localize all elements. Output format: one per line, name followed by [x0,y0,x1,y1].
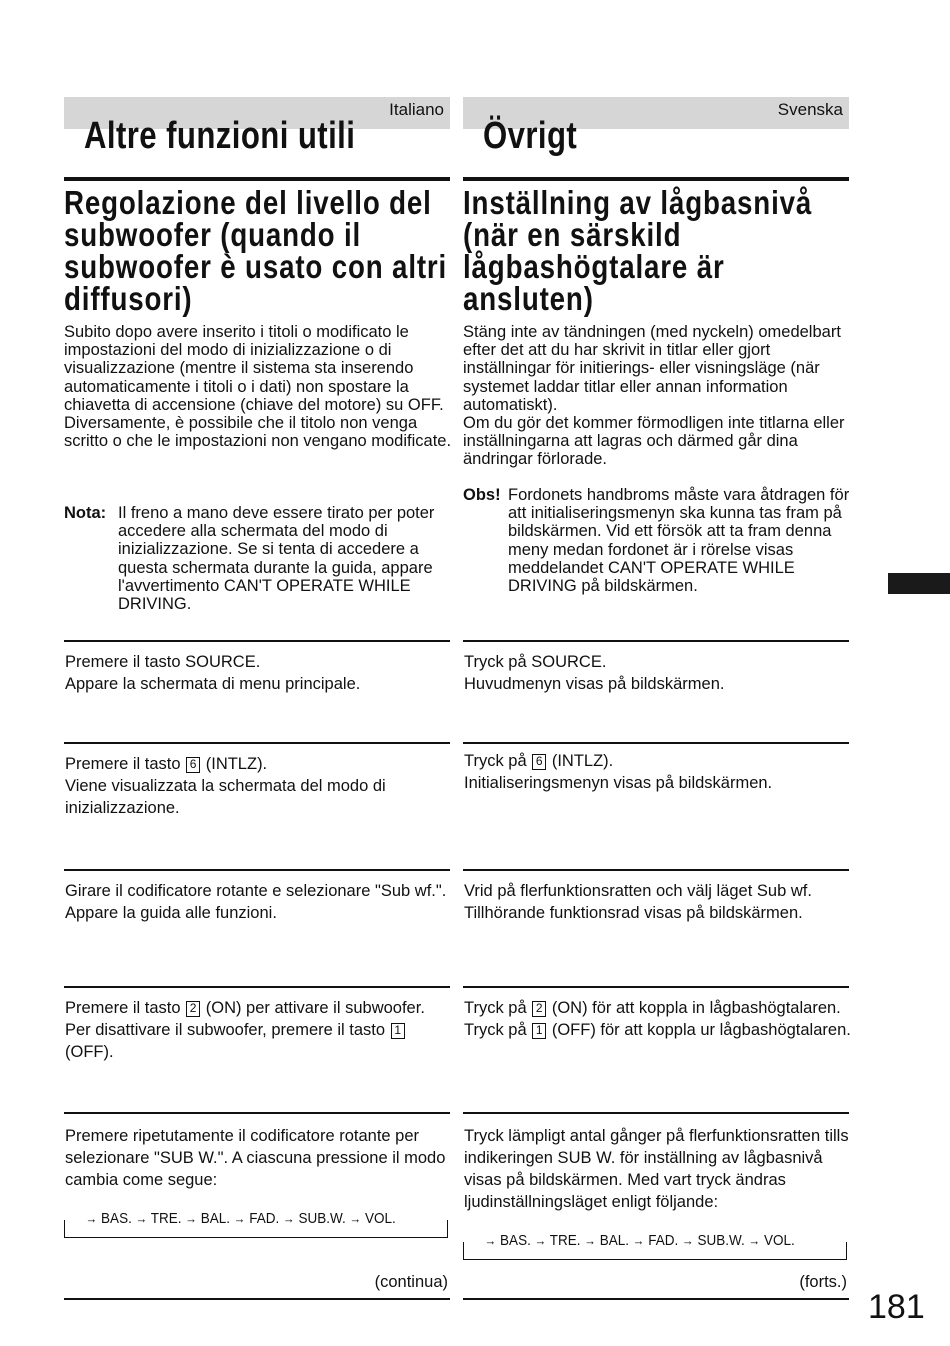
note-label: Obs! [463,486,501,504]
step-text: Tryck lämpligt antal gånger på flerfunktionsratten tills indikeringen SUB W. för inställning av lågbasnivå visas på bildskärmen. Med vart tryck ändras ljudinställningsläget enligt följande: [464,1127,849,1211]
subsection-heading: Regolazione del livello del subwoofer (quando il subwoofer è usato con altri diffusori) [64,184,448,317]
step-text: Premere il tasto SOURCE. [65,653,261,671]
arrow-icon: → [534,1233,547,1248]
body-paragraph: Diversamente, è possibile che il titolo non venga scritto o che le impostazioni non vengano modificate. [64,414,452,451]
mode-tre: TRE. [150,1210,182,1227]
step-text: Premere il tasto [65,755,181,773]
mode-cycle-diagram [64,1210,448,1236]
key-2-icon: 2 [532,1001,546,1017]
arrow-icon: → [584,1233,597,1248]
body-paragraph: Om du gör det kommer förmodligen inte titlarna eller inställningarna att lagras och därmed går dina ändringar förlorade. [463,414,845,469]
mode-subw: SUB.W. [697,1232,745,1249]
arrow-icon: → [682,1233,694,1248]
step-text: Girare il codificatore rotante e selezionare "Sub wf.". Appare la guida alle funzioni. [65,882,447,922]
step-rule [64,742,450,744]
step-text: Appare la schermata di menu principale. [65,675,361,693]
body-paragraph: Stäng inte av tändningen (med nyckeln) omedelbart efter det att du har skrivit in titlar eller gjort inställningar för initierings- eller visningsläge (när systemet laddar titlar eller annan information automatiskt). [463,323,841,414]
mode-vol: VOL. [364,1210,396,1227]
mode-fad: FAD. [249,1210,280,1227]
step-rule [64,640,450,642]
mode-bas: BAS. [101,1210,132,1227]
arrow-icon: → [632,1233,645,1248]
key-6-icon: 6 [532,754,546,770]
step-text: Huvudmenyn visas på bildskärmen. [464,675,725,693]
step-text: (INTLZ). [205,755,268,773]
arrow-icon: → [85,1211,98,1226]
subsection-heading: Inställning av lågbasnivå (när en särskild lågbashögtalare är ansluten) [463,184,813,317]
step-text: Vrid på flerfunktionsratten och välj läget Sub wf. Tillhörande funktionsrad visas på bildskärmen. [464,882,812,922]
mode-subw: SUB.W. [298,1210,346,1227]
step-text: (OFF) för att koppla ur lågbashögtalaren. [551,1021,851,1039]
step-text: Tryck på [464,999,527,1017]
step-text: (INTLZ). [551,752,614,770]
step-3 [464,880,854,924]
italiano-column [64,97,452,1291]
step-text: (OFF). [65,1043,114,1061]
arrow-icon: → [484,1233,497,1248]
mode-vol: VOL. [763,1232,795,1249]
mode-bal: BAL. [200,1210,231,1227]
step-text: Per disattivare il subwoofer, premere il tasto [65,1021,386,1039]
heading-rule [64,177,450,181]
key-2-icon: 2 [186,1001,200,1017]
continued-label: (continua) [374,1273,448,1291]
step-5 [65,1125,455,1191]
step-rule [463,1112,849,1114]
arrow-icon: → [135,1211,148,1226]
mode-fad: FAD. [648,1232,679,1249]
heading-rule [463,177,849,181]
bottom-rule [463,1298,849,1300]
step-text: Tryck på [464,1021,527,1039]
step-4 [65,997,455,1063]
svenska-column [463,97,851,1291]
step-5 [464,1125,854,1213]
bottom-rule [64,1298,450,1300]
step-rule [64,986,450,988]
mode-tre: TRE. [549,1232,581,1249]
key-1-icon: 1 [532,1023,546,1039]
section-thumb-tab [888,573,950,594]
section-title: Övrigt [483,115,578,157]
step-1 [464,651,854,695]
body-text [64,323,452,450]
step-text: (ON) för att koppla in lågbashögtalaren. [551,999,841,1017]
note [463,486,851,595]
step-rule [463,869,849,871]
step-rule [64,1112,450,1114]
cycle-sequence [82,1210,399,1227]
continued-label: (forts.) [799,1273,847,1291]
body-paragraph: Subito dopo avere inserito i titoli o modificato le impostazioni del modo di inizializzazione o di visualizzazione (mentre il sistema sta inserendo automaticamente i titoli o i dati) non spostare la chiavetta di accensione (chiave del motore) su OFF. [64,323,444,414]
key-6-icon: 6 [186,757,200,773]
arrow-icon: → [233,1211,246,1226]
step-2 [464,750,854,794]
step-text: Premere il tasto [65,999,181,1017]
step-text: Viene visualizzata la schermata del modo di inizializzazione. [65,777,386,817]
mode-bas: BAS. [500,1232,531,1249]
step-3 [65,880,455,924]
arrow-icon: → [748,1233,761,1248]
step-2 [65,753,455,819]
step-1 [65,651,455,695]
language-label: Svenska [777,100,843,119]
step-text: Initialiseringsmenyn visas på bildskärmen. [464,774,773,792]
section-title: Altre funzioni utili [84,115,356,157]
step-rule [463,986,849,988]
arrow-icon: → [349,1211,362,1226]
arrow-icon: → [283,1211,295,1226]
step-4 [464,997,854,1041]
step-text: Tryck på SOURCE. [464,653,607,671]
note [64,504,452,613]
mode-cycle-diagram [463,1232,847,1258]
note-text: Fordonets handbroms måste vara åtdragen för att initialiseringsmenyn ska kunna tas fram på bildskärmen. Vid ett försök att ta fram denna meny medan fordonet är i rörelse visas meddelandet CAN'T OPERATE WHILE DRIVING på bildskärmen. [508,486,850,596]
step-rule [463,640,849,642]
mode-bal: BAL. [599,1232,630,1249]
page-number: 181 [868,1288,925,1326]
cycle-sequence [481,1232,798,1249]
note-label: Nota: [64,504,107,522]
note-text: Il freno a mano deve essere tirato per poter accedere alla schermata del modo di inizializzazione. Se si tenta di accedere a questa schermata durante la guida, appare l'avvertimento CAN'T OPERATE WHILE DRIVING. [118,504,435,614]
body-text [463,323,851,469]
step-rule [463,742,849,744]
key-1-icon: 1 [391,1023,405,1039]
arrow-icon: → [185,1211,198,1226]
step-rule [64,869,450,871]
step-text: (ON) per attivare il subwoofer. [205,999,425,1017]
step-text: Tryck på [464,752,527,770]
language-label: Italiano [389,100,444,119]
step-text: Premere ripetutamente il codificatore rotante per selezionare "SUB W.". A ciascuna pressione il modo cambia come segue: [65,1127,446,1189]
